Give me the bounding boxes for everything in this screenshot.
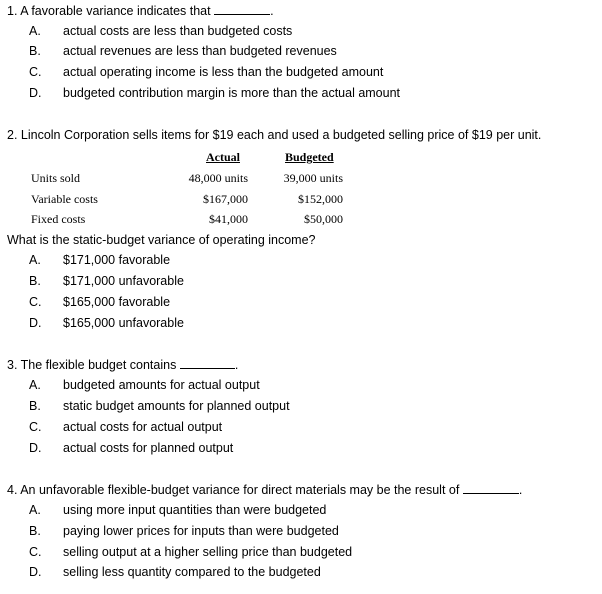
option-text: actual costs are less than budgeted costs (63, 24, 293, 38)
answer-blank (214, 3, 270, 15)
option-text: actual costs for planned output (63, 441, 234, 455)
option-text: actual revenues are less than budgeted revenues (63, 44, 337, 58)
option-text: paying lower prices for inputs than were budgeted (63, 524, 339, 538)
table-cell-actual: $167,000 (203, 192, 248, 206)
option-letter: C. (29, 295, 42, 309)
question-4-stem: 4. An unfavorable flexible-budget variance for direct materials may be the result of . (7, 483, 523, 497)
option-letter: D. (29, 441, 42, 455)
table-cell-budgeted: 39,000 units (283, 171, 343, 185)
option-letter: B. (29, 274, 41, 288)
table-cell-actual: 48,000 units (188, 171, 248, 185)
option-text: selling less quantity compared to the budgeted (63, 565, 321, 579)
option-text: selling output at a higher selling price than budgeted (63, 545, 353, 559)
option-letter: A. (29, 24, 41, 38)
option-text: static budget amounts for planned output (63, 399, 290, 413)
option-letter: B. (29, 44, 41, 58)
option-letter: C. (29, 545, 42, 559)
option-text: $171,000 unfavorable (63, 274, 184, 288)
option-text: budgeted contribution margin is more than the actual amount (63, 86, 401, 100)
question-2-stem: 2. Lincoln Corporation sells items for $19 each and used a budgeted selling price of $19 per unit. (7, 128, 542, 142)
option-text: $165,000 unfavorable (63, 316, 184, 330)
option-letter: D. (29, 316, 42, 330)
table-row-label: Units sold (31, 171, 81, 185)
table-header-budgeted: Budgeted (285, 150, 334, 164)
option-letter: B. (29, 524, 41, 538)
option-text: $171,000 favorable (63, 253, 171, 267)
option-text: actual costs for actual output (63, 420, 223, 434)
question-2-prompt: What is the static-budget variance of operating income? (7, 233, 316, 247)
option-letter: A. (29, 378, 41, 392)
option-text: $165,000 favorable (63, 295, 171, 309)
option-text: using more input quantities than were budgeted (63, 503, 327, 517)
question-3-stem: 3. The flexible budget contains . (7, 358, 239, 372)
option-letter: B. (29, 399, 41, 413)
option-letter: D. (29, 565, 42, 579)
table-cell-actual: $41,000 (209, 212, 248, 226)
option-letter: C. (29, 65, 42, 79)
table-cell-budgeted: $50,000 (304, 212, 343, 226)
option-text: actual operating income is less than the budgeted amount (63, 65, 384, 79)
table-header-actual: Actual (206, 150, 240, 164)
option-letter: D. (29, 86, 42, 100)
option-letter: C. (29, 420, 42, 434)
option-text: budgeted amounts for actual output (63, 378, 260, 392)
table-row-label: Fixed costs (31, 212, 86, 226)
answer-blank (463, 482, 519, 494)
table-row-label: Variable costs (31, 192, 98, 206)
question-1-stem: 1. A favorable variance indicates that . (7, 4, 274, 18)
option-letter: A. (29, 253, 41, 267)
table-cell-budgeted: $152,000 (298, 192, 343, 206)
option-letter: A. (29, 503, 41, 517)
answer-blank (180, 357, 235, 369)
